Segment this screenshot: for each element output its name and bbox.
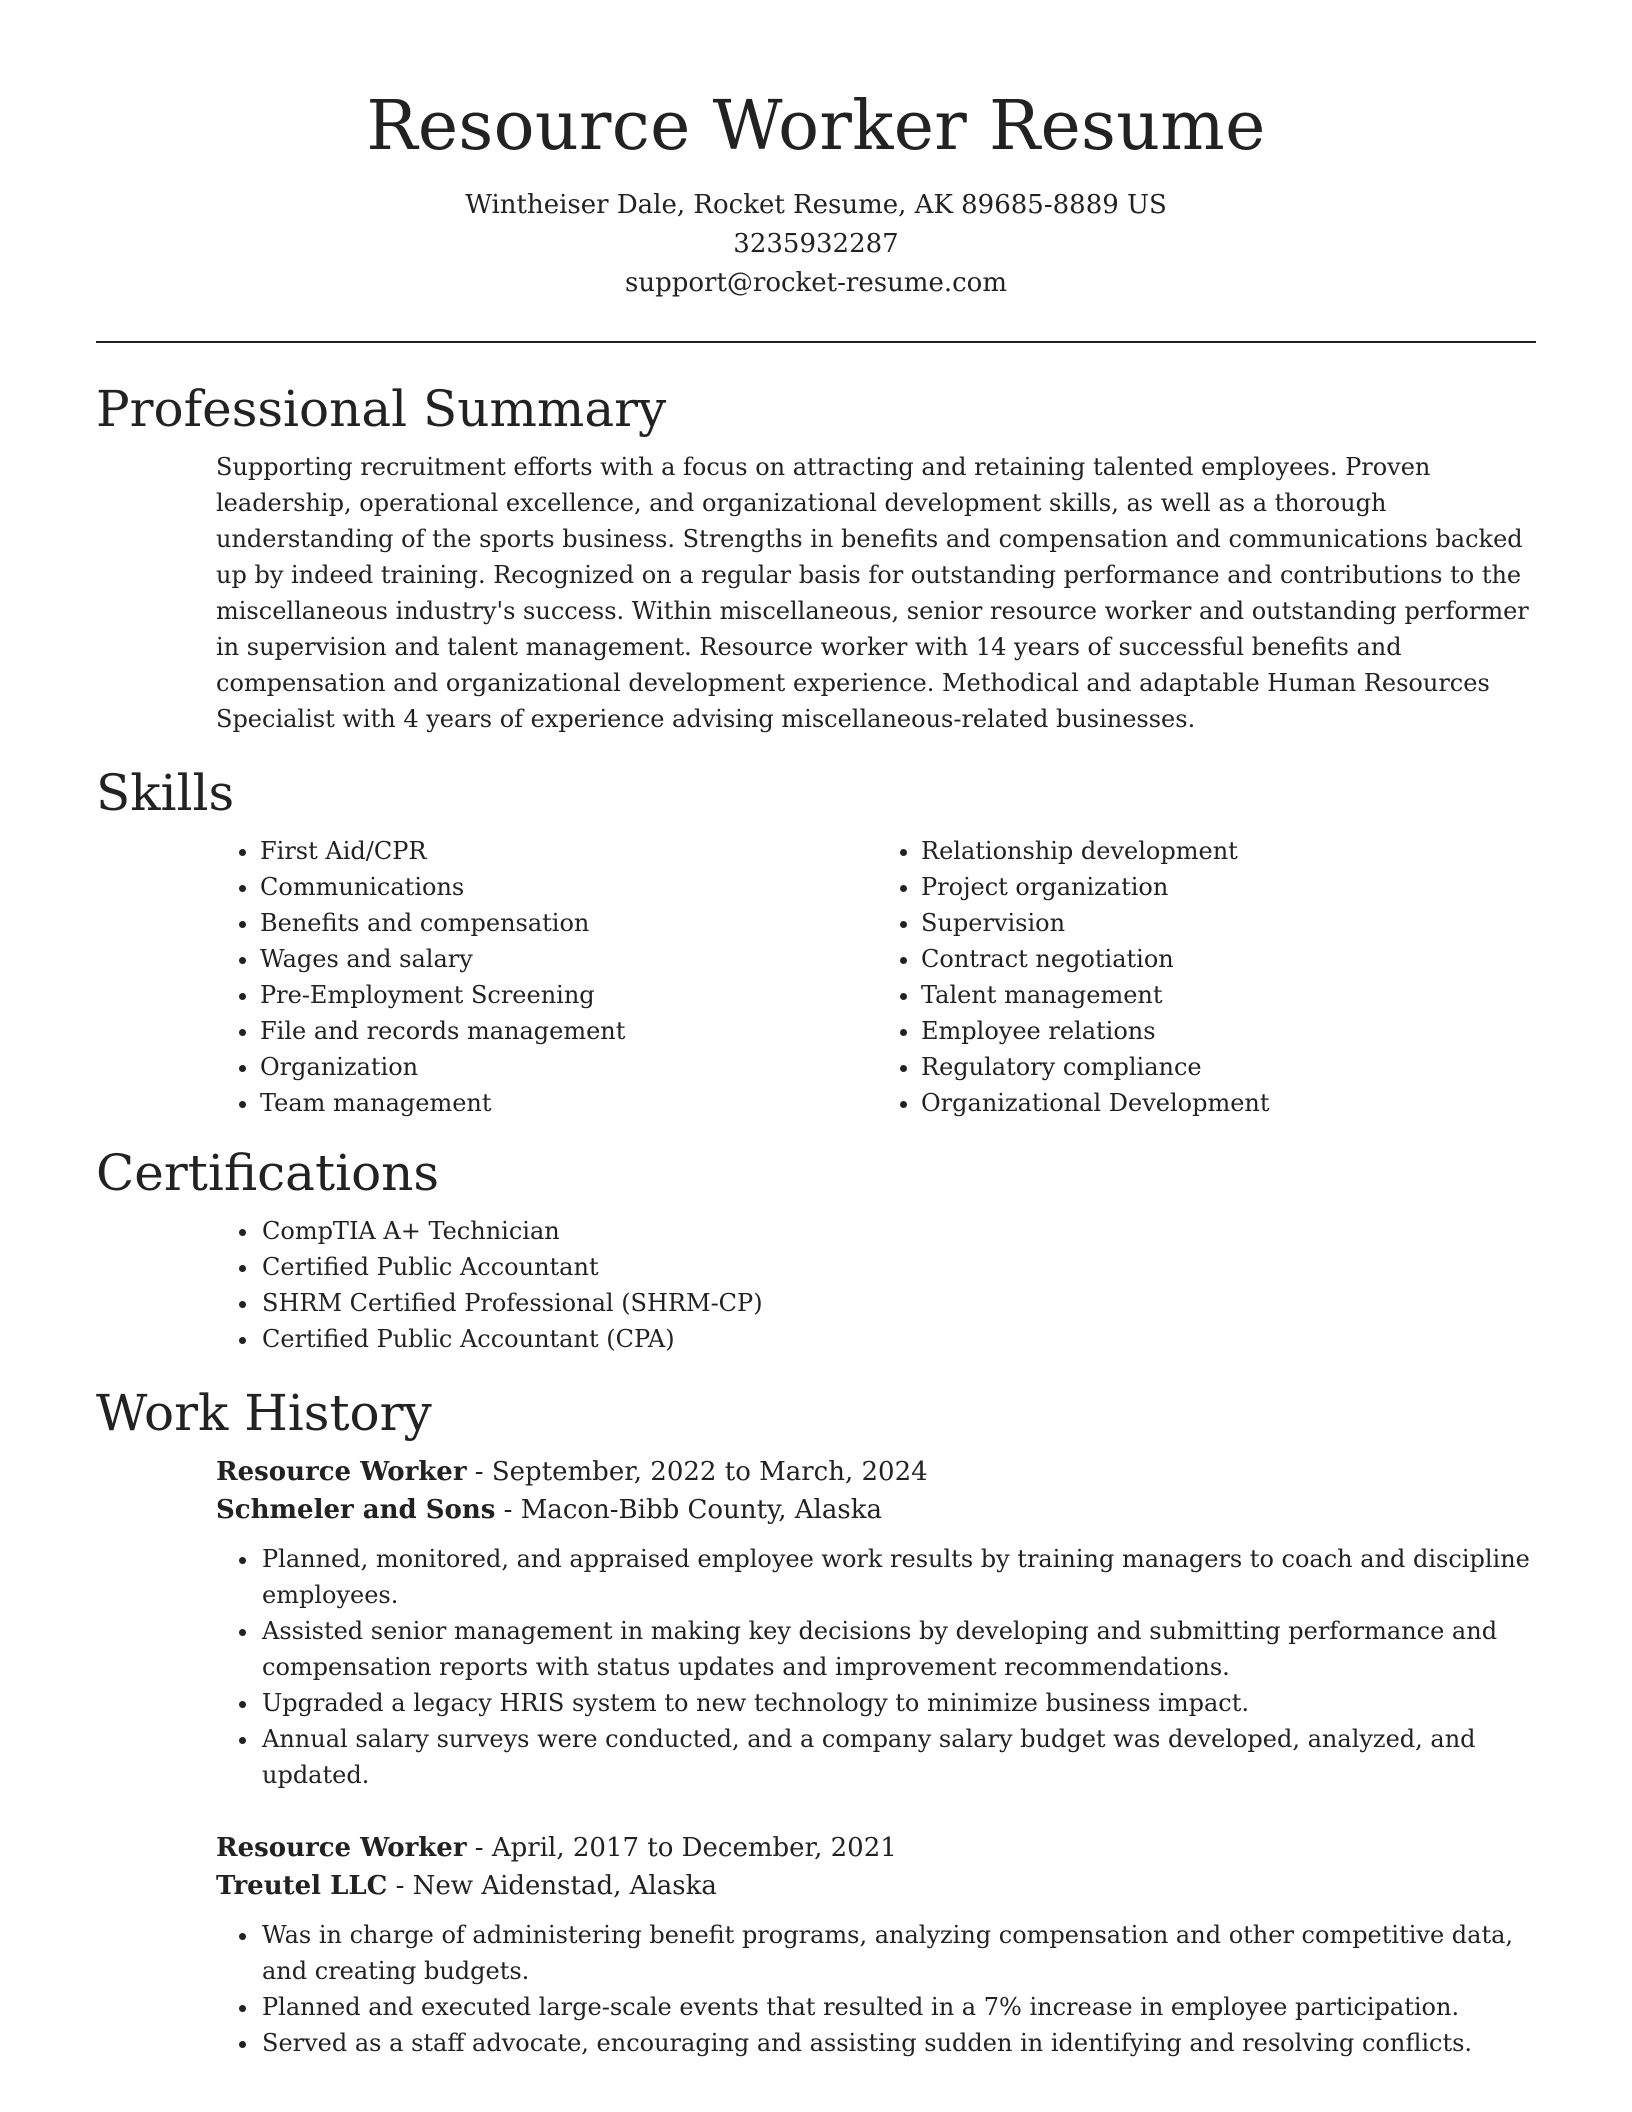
job-location: - Macon-Bibb County, Alaska (495, 1494, 882, 1525)
skill-item: • Pre-Employment Screening (260, 977, 875, 1013)
skill-item: • Regulatory compliance (921, 1049, 1536, 1085)
job-bullet: • Was in charge of administering benefit programs, analyzing compensation and other competitive data, and creating budgets. (260, 1917, 1536, 1989)
job-bullet: • Upgraded a legacy HRIS system to new technology to minimize business impact. (260, 1685, 1536, 1721)
resume-title: Resource Worker Resume (366, 87, 1266, 166)
job-entry (96, 1829, 1536, 2061)
skills-heading: Skills (96, 763, 235, 822)
skills-list-right (875, 833, 1536, 1121)
summary-text: Supporting recruitment efforts with a focus on attracting and retaining talented employees. Proven leadership, operational excellence, and organizational development skills, as well as a thorough understanding of the sports business. Strengths in benefits and compensation and communications backed up by indeed training. Recognized on a regular basis for outstanding performance and contributions to the miscellaneous industry's success. Within miscellaneous, senior resource worker and outstanding performer in supervision and talent management. Resource worker with 14 years of successful benefits and compensation and organizational development experience. Methodical and adaptable Human Resources Specialist with 4 years of experience advising miscellaneous-related businesses. (216, 452, 1529, 733)
work-history-heading: Work History (96, 1383, 432, 1442)
job-bullet: • Planned, monitored, and appraised employee work results by training managers to coach and discipline employees. (260, 1541, 1536, 1613)
skill-item: • Organizational Development (921, 1085, 1536, 1121)
certifications-section (96, 1143, 1536, 1357)
skill-item: • Talent management (921, 977, 1536, 1013)
skill-item: • Supervision (921, 905, 1536, 941)
skill-item: • Wages and salary (260, 941, 875, 977)
skill-item: • Organization (260, 1049, 875, 1085)
certification-item: • Certified Public Accountant (260, 1249, 1536, 1285)
job-bullet: • Planned and executed large-scale events that resulted in a 7% increase in employee participation. (260, 1989, 1536, 2025)
job-title-line (96, 1829, 1536, 1867)
job-dates: - September, 2022 to March, 2024 (466, 1456, 928, 1487)
job-bullet: • Annual salary surveys were conducted, and a company salary budget was developed, analyzed, and updated. (260, 1721, 1536, 1793)
contact-phone: 3235932287 (733, 228, 899, 259)
contact-address: Wintheiser Dale, Rocket Resume, AK 89685-8889 US (465, 189, 1167, 220)
job-bullet: • Assisted senior management in making key decisions by developing and submitting performance and compensation reports with status updates and improvement recommendations. (260, 1613, 1536, 1685)
job-title: Resource Worker (216, 1456, 467, 1487)
job-title: Resource Worker (216, 1832, 467, 1863)
skill-item: • Employee relations (921, 1013, 1536, 1049)
skill-item: • First Aid/CPR (260, 833, 875, 869)
job-bullets (96, 1917, 1536, 2061)
work-history-section (96, 1383, 1536, 2061)
summary-section (96, 379, 1536, 737)
skill-item: • Communications (260, 869, 875, 905)
job-bullets (96, 1541, 1536, 1793)
job-location: - New Aidenstad, Alaska (387, 1870, 717, 1901)
certifications-heading: Certifications (96, 1143, 440, 1202)
job-company-line (96, 1491, 1536, 1529)
job-bullet: • Served as a staff advocate, encouraging and assisting sudden in identifying and resolving conflicts. (260, 2025, 1536, 2061)
certifications-list (96, 1213, 1536, 1357)
certification-item: • Certified Public Accountant (CPA) (260, 1321, 1536, 1357)
skills-list-left (96, 833, 875, 1121)
contact-email[interactable]: support@rocket-resume.com (624, 267, 1007, 298)
skill-item: • File and records management (260, 1013, 875, 1049)
skill-item: • Team management (260, 1085, 875, 1121)
skill-item: • Benefits and compensation (260, 905, 875, 941)
summary-heading: Professional Summary (96, 379, 667, 438)
header-divider (96, 341, 1536, 343)
job-company-line (96, 1867, 1536, 1905)
skill-item: • Relationship development (921, 833, 1536, 869)
job-title-line (96, 1453, 1536, 1491)
certification-item: • CompTIA A+ Technician (260, 1213, 1536, 1249)
skill-item: • Project organization (921, 869, 1536, 905)
skills-section (96, 763, 1536, 1121)
job-dates: - April, 2017 to December, 2021 (466, 1832, 897, 1863)
job-entry (96, 1453, 1536, 1793)
job-company: Schmeler and Sons (216, 1494, 496, 1525)
skill-item: • Contract negotiation (921, 941, 1536, 977)
certification-item: • SHRM Certified Professional (SHRM-CP) (260, 1285, 1536, 1321)
job-company: Treutel LLC (216, 1870, 388, 1901)
skills-columns (96, 833, 1536, 1121)
resume-header (96, 0, 1536, 303)
